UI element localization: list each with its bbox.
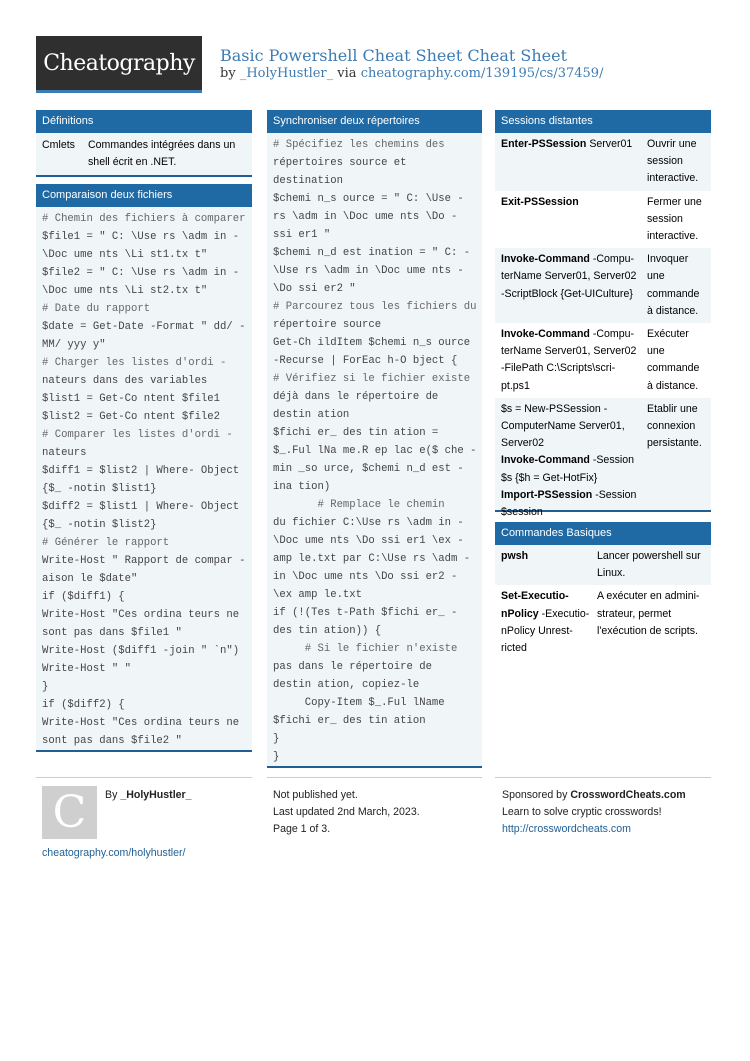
sessions-table <box>495 133 711 524</box>
author-link[interactable]: _HolyHustler_ <box>239 66 334 81</box>
code-line: du fichier C:\Use rs \adm in - <box>273 517 464 529</box>
code-line: } <box>273 733 280 745</box>
code-line: Write-Host "Ces ordina teurs ne <box>42 717 240 729</box>
code-line: # Vérifiez si le fichier existe <box>273 373 471 385</box>
code-line: \Doc ume nts \Do ssi er1 \ex - <box>273 535 464 547</box>
command-text: Invoke-Command <box>501 253 590 266</box>
code-line: pas dans le répertoire de <box>273 661 432 673</box>
code-line: des tin ation)) { <box>273 625 382 637</box>
footer-sponsor-text: Learn to solve cryptic crosswords! <box>502 806 662 818</box>
footer-sponsor-url[interactable]: http://crosswordcheats.com <box>502 823 631 835</box>
description-line: session <box>647 155 683 168</box>
code-line: Write-Host " Rapport de compar - <box>42 555 246 567</box>
description-line: A exécuter en admini- <box>597 590 700 603</box>
code-line: sont pas dans $file2 " <box>42 735 182 747</box>
code-line: Write-Host " " <box>42 663 132 675</box>
footer-divider <box>36 777 252 778</box>
code-line: Copy-Item $_.Ful lName <box>273 697 445 709</box>
table-row <box>495 398 711 524</box>
code-line: min _so urce, $chemi n_d est - <box>273 463 464 475</box>
compare-title: Comparaison deux fichiers <box>36 184 252 207</box>
sheet-title[interactable]: Basic Powershell Cheat Sheet Cheat Sheet <box>220 46 568 65</box>
sync-box <box>267 110 482 768</box>
basics-box <box>495 522 711 657</box>
command-text: pwsh <box>501 550 529 562</box>
code-line: \Do ssi er2 " <box>273 283 356 295</box>
command-text: Exit-PSSession <box>501 195 579 208</box>
table-row <box>495 133 711 191</box>
code-line: $chemi n_s ource = " C: \Use - <box>273 193 464 205</box>
code-line: MM/ yyy y" <box>42 339 106 351</box>
basics-title: Commandes Basiques <box>495 522 711 545</box>
description-line: interactive. <box>647 230 699 243</box>
command-text: -Compu- <box>589 253 635 266</box>
command-text: -Compu- <box>589 328 635 341</box>
table-row <box>495 191 711 249</box>
code-line: destin ation <box>273 409 350 421</box>
code-line: } <box>273 751 280 763</box>
definition-desc: Commandes intégrées dans un shell écrit en .NET. <box>88 139 236 169</box>
sponsor-name[interactable]: CrosswordCheats.com <box>570 789 686 801</box>
footer-author-name[interactable]: _HolyHustler_ <box>120 789 192 801</box>
footer-author: By _HolyHustler_ <box>105 789 192 801</box>
sheet-url-link[interactable]: cheatography.com/139195/cs/37459/ <box>360 66 604 81</box>
definitions-box <box>36 110 252 177</box>
code-line: répertoire source <box>273 319 382 331</box>
command-text: Server01 <box>586 138 633 150</box>
command-text: ricted <box>501 642 527 655</box>
code-line: {$_ -notin $list1} <box>42 483 157 495</box>
code-line: sont pas dans $file1 " <box>42 627 182 639</box>
description-line: une <box>647 345 665 358</box>
description-line: connexion <box>647 420 696 433</box>
description-line: commande <box>647 362 700 375</box>
command-cell <box>501 194 647 246</box>
description-line: Lancer powershell sur <box>597 550 701 562</box>
code-line: $file2 = " C: \Use rs \adm in - <box>42 267 240 279</box>
command-text: terName Server01, Server02 <box>501 345 637 358</box>
definition-term: Cmlets <box>42 139 75 151</box>
description-line: interactive. <box>647 172 699 185</box>
code-line: Get-Ch ildItem $chemi n_s ource <box>273 337 471 349</box>
description-line: strateur, permet <box>597 607 672 620</box>
command-text: terName Server01, Server02 <box>501 270 637 283</box>
command-cell <box>501 588 597 657</box>
command-cell <box>501 326 647 395</box>
command-text: ComputerName Server01, <box>501 420 625 433</box>
code-line: # Comparer les listes d'ordi - <box>42 429 233 441</box>
command-text: -Session <box>589 454 635 467</box>
code-line: aison le $date" <box>42 573 138 585</box>
command-text: Import-PSSession <box>501 488 593 501</box>
code-line: \Use rs \adm in \Doc ume nts - <box>273 265 464 277</box>
footer-status: Not published yet. <box>273 789 358 801</box>
code-line: destination <box>273 175 343 187</box>
code-line: $diff2 = $list1 | Where- Object <box>42 501 240 513</box>
code-line: déjà dans le répertoire de <box>273 391 439 403</box>
command-text: $s = New-PSSession - <box>501 402 608 415</box>
code-line: $fichi er_ des tin ation = <box>273 427 439 439</box>
code-line: \ex amp le.txt <box>273 589 363 601</box>
description-line: Invoquer <box>647 253 689 266</box>
code-line: $_.Ful lNa me.R ep lac e($ che - <box>273 445 477 457</box>
sessions-box <box>495 110 711 519</box>
command-text: pt.ps1 <box>501 379 530 392</box>
table-row <box>495 323 711 398</box>
command-text: Enter-PSSession <box>501 138 587 150</box>
code-line: if ($diff1) { <box>42 591 125 603</box>
description-line: à distance. <box>647 304 699 317</box>
code-line: {$_ -notin $list2} <box>42 519 157 531</box>
code-line: Write-Host ($diff1 -join " `n") <box>42 645 240 657</box>
description-line: une <box>647 270 665 283</box>
code-line: nateurs dans des variables <box>42 375 208 387</box>
command-text: $s {$h = Get-HotFix} <box>501 471 598 484</box>
code-line: ina tion) <box>273 481 331 493</box>
code-line: $date = Get-Date -Format " dd/ - <box>42 321 246 333</box>
code-line: rs \adm in \Doc ume nts \Do - <box>273 211 458 223</box>
description-line: Etablir une <box>647 402 698 415</box>
command-cell <box>501 136 647 188</box>
code-line: $list2 = Get-Co ntent $file2 <box>42 411 221 423</box>
code-line: # Charger les listes d'ordi - <box>42 357 227 369</box>
command-text: -Session <box>592 488 637 501</box>
description-line: à distance. <box>647 379 699 392</box>
code-line: in \Doc ume nts \Do ssi er2 - <box>273 571 458 583</box>
description-cell <box>647 136 705 188</box>
command-cell <box>501 548 597 582</box>
code-line: # Parcourez tous les fichiers du <box>273 301 477 313</box>
command-text: $session <box>501 506 543 519</box>
code-line: if (!(Tes t-Path $fichi er_ - <box>273 607 458 619</box>
command-text: Invoke-Command <box>501 454 590 467</box>
code-line: # Chemin des fichiers à comparer <box>42 213 246 225</box>
code-line: amp le.txt par C:\Use rs \adm - <box>273 553 471 565</box>
description-line: persistante. <box>647 437 702 450</box>
code-line: # Si le fichier n'existe <box>273 643 458 655</box>
description-cell <box>597 588 705 657</box>
footer-divider <box>267 777 482 778</box>
code-line: # Remplace le chemin <box>273 499 445 511</box>
footer-page: Page 1 of 3. <box>273 823 331 835</box>
command-text: nPolicy Unrest- <box>501 624 573 637</box>
description-line: Linux. <box>597 567 626 580</box>
cheatography-logo[interactable]: Cheatography <box>36 36 202 93</box>
code-line: ssi er1 " <box>273 229 331 241</box>
code-line: répertoires source et <box>273 157 407 169</box>
description-cell <box>647 251 705 320</box>
table-row <box>495 585 711 660</box>
command-text: nPolicy <box>501 607 539 620</box>
code-line: destin ation, copiez-le <box>273 679 420 691</box>
footer-author-url[interactable]: cheatography.com/holyhustler/ <box>42 847 186 859</box>
command-text: -ScriptBlock {Get-UICulture} <box>501 287 633 300</box>
code-line: # Spécifiez les chemins des <box>273 139 445 151</box>
compare-code-block <box>36 207 252 750</box>
description-line: session <box>647 212 683 225</box>
byline: by _HolyHustler_ via cheatography.com/139195/cs/37459/ <box>220 66 604 81</box>
sync-code-block <box>267 133 482 766</box>
description-line: l'exécution de scripts. <box>597 624 698 637</box>
compare-box <box>36 184 252 752</box>
command-text: Server02 <box>501 437 544 450</box>
definition-row <box>36 133 252 174</box>
footer-sponsor: Sponsored by CrosswordCheats.com <box>502 789 686 801</box>
code-line: $file1 = " C: \Use rs \adm in - <box>42 231 240 243</box>
code-line: # Générer le rapport <box>42 537 170 549</box>
definitions-title: Définitions <box>36 110 252 133</box>
description-line: commande <box>647 287 700 300</box>
description-cell <box>647 401 705 521</box>
command-text: -Executio- <box>538 607 590 620</box>
sessions-title: Sessions distantes <box>495 110 711 133</box>
description-line: Fermer une <box>647 195 702 208</box>
description-cell <box>597 548 705 582</box>
code-line: # Date du rapport <box>42 303 151 315</box>
code-line: $fichi er_ des tin ation <box>273 715 426 727</box>
code-line: -Recurse | ForEac h-O bject { <box>273 355 458 367</box>
code-line: Write-Host "Ces ordina teurs ne <box>42 609 240 621</box>
command-cell <box>501 251 647 320</box>
table-row <box>495 248 711 323</box>
code-line: nateurs <box>42 447 87 459</box>
code-line: \Doc ume nts \Li st1.tx t" <box>42 249 208 261</box>
code-line: $list1 = Get-Co ntent $file1 <box>42 393 221 405</box>
table-row <box>495 545 711 585</box>
description-cell <box>647 326 705 395</box>
description-line: Ouvrir une <box>647 138 697 150</box>
basics-table <box>495 545 711 660</box>
code-line: \Doc ume nts \Li st2.tx t" <box>42 285 208 297</box>
command-cell <box>501 401 647 521</box>
code-line: $diff1 = $list2 | Where- Object <box>42 465 240 477</box>
code-line: $chemi n_d est ination = " C: - <box>273 247 471 259</box>
description-cell <box>647 194 705 246</box>
footer-updated: Last updated 2nd March, 2023. <box>273 806 420 818</box>
code-line: } <box>42 681 49 693</box>
command-text: Set-Executio- <box>501 590 569 603</box>
description-line: Exécuter <box>647 328 689 341</box>
code-line: if ($diff2) { <box>42 699 125 711</box>
command-text: -FilePath C:\Scripts\scri- <box>501 362 616 375</box>
command-text: Invoke-Command <box>501 328 590 341</box>
footer-divider <box>495 777 711 778</box>
author-avatar[interactable]: C <box>42 786 97 839</box>
sync-title: Synchroniser deux répertoires <box>267 110 482 133</box>
